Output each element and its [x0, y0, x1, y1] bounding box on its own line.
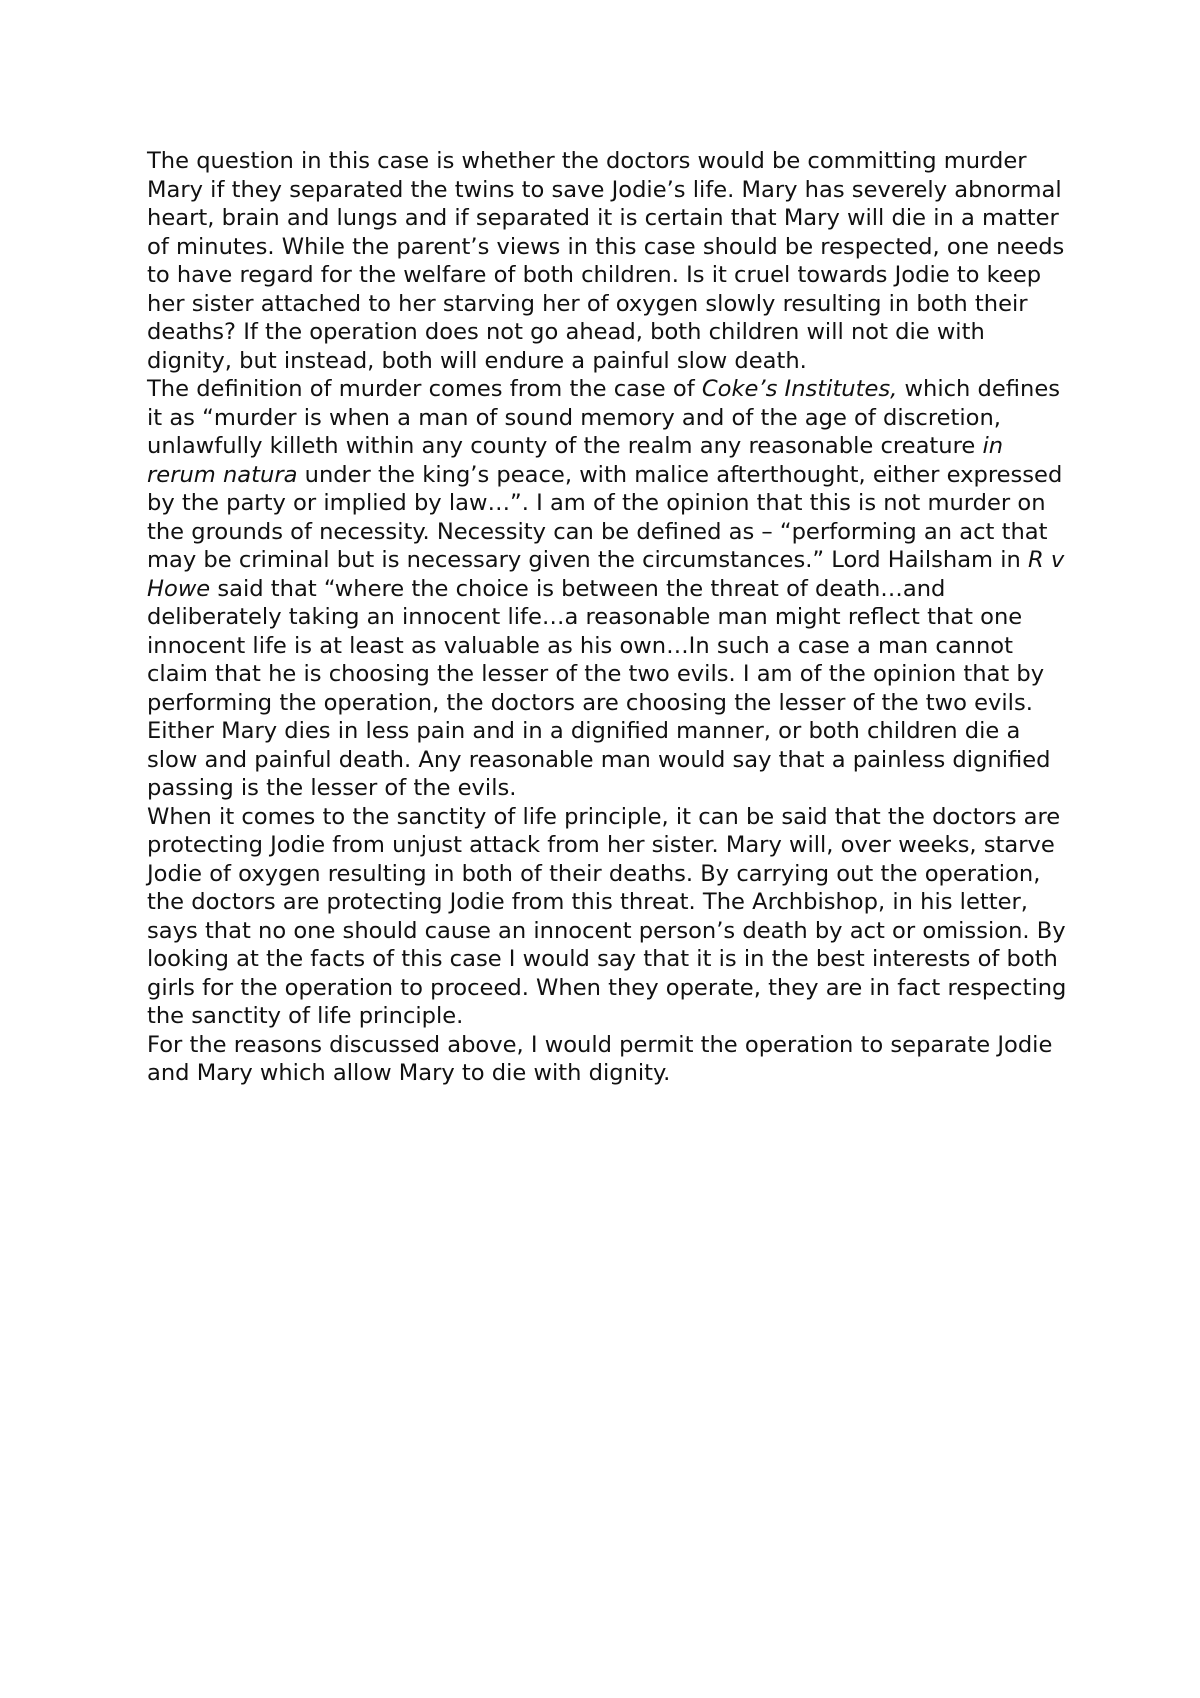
document-body	[147, 147, 1072, 1088]
paragraph-text: For the reasons discussed above, I would permit the operation to separate Jodie and Mary which allow Mary to die with dignity.	[147, 1031, 1053, 1086]
paragraph-text: The question in this case is whether the doctors would be committing murder Mary if they separated the twins to save Jodie’s life. Mary has severely abnormal heart, brain and lungs and if separated it is certain that Mary will die in a matter of minutes. While the parent’s views in this case should be respected, one needs to have regard for the welfare of both children. Is it cruel towards Jodie to keep her sister attached to her starving her of oxygen slowly resulting in both their deaths? If the operation does not go ahead, both children will not die with dignity, but instead, both will endure a painful slow death.	[147, 148, 1065, 374]
case-citation-italic: Coke’s Institutes,	[701, 376, 898, 402]
paragraph-text: under the king’s peace, with malice afterthought, either expressed by the party or implied by law…”. I am of the opinion that this is not murder on the grounds of necessity. Necessity can be defined as – “performing an act that may be criminal but is necessary given the circumstances.” Lord Hailsham in	[147, 461, 1063, 573]
latin-phrase-italic: in rerum natura	[147, 433, 1004, 488]
paragraph-text: When it comes to the sanctity of life principle, it can be said that the doctors are protecting Jodie from unjust attack from her sister. Mary will, over weeks, starve Jodie of oxygen resulting in both of their deaths. By carrying out the operation, the doctors are protecting Jodie from this threat. The Archbishop, in his letter, says that no one should cause an innocent person’s death by act or omission. By looking at the facts of this case I would say that it is in the best interests of both girls for the operation to proceed. When they operate, they are in fact respecting the sanctity of life principle.	[147, 803, 1067, 1029]
paragraph-1	[147, 147, 1072, 375]
case-citation-italic: R v Howe	[147, 547, 1065, 602]
paragraph-text: which defines it as “murder is when a man of sound memory and of the age of discretion, unlawfully killeth within any county of the realm any reasonable creature	[147, 376, 1060, 459]
paragraph-text: The definition of murder comes from the case of	[147, 376, 702, 402]
paragraph-3	[147, 803, 1072, 1031]
paragraph-2	[147, 375, 1072, 803]
paragraph-4	[147, 1031, 1072, 1088]
paragraph-text: said that “where the choice is between the threat of death…and deliberately taking an innocent life…a reasonable man might reflect that one innocent life is at least as valuable as his own…In such a case a man cannot claim that he is choosing the lesser of the two evils. I am of the opinion that by performing the operation, the doctors are choosing the lesser of the two evils. Either Mary dies in less pain and in a dignified manner, or both children die a slow and painful death. Any reasonable man would say that a painless dignified passing is the lesser of the evils.	[147, 575, 1051, 801]
